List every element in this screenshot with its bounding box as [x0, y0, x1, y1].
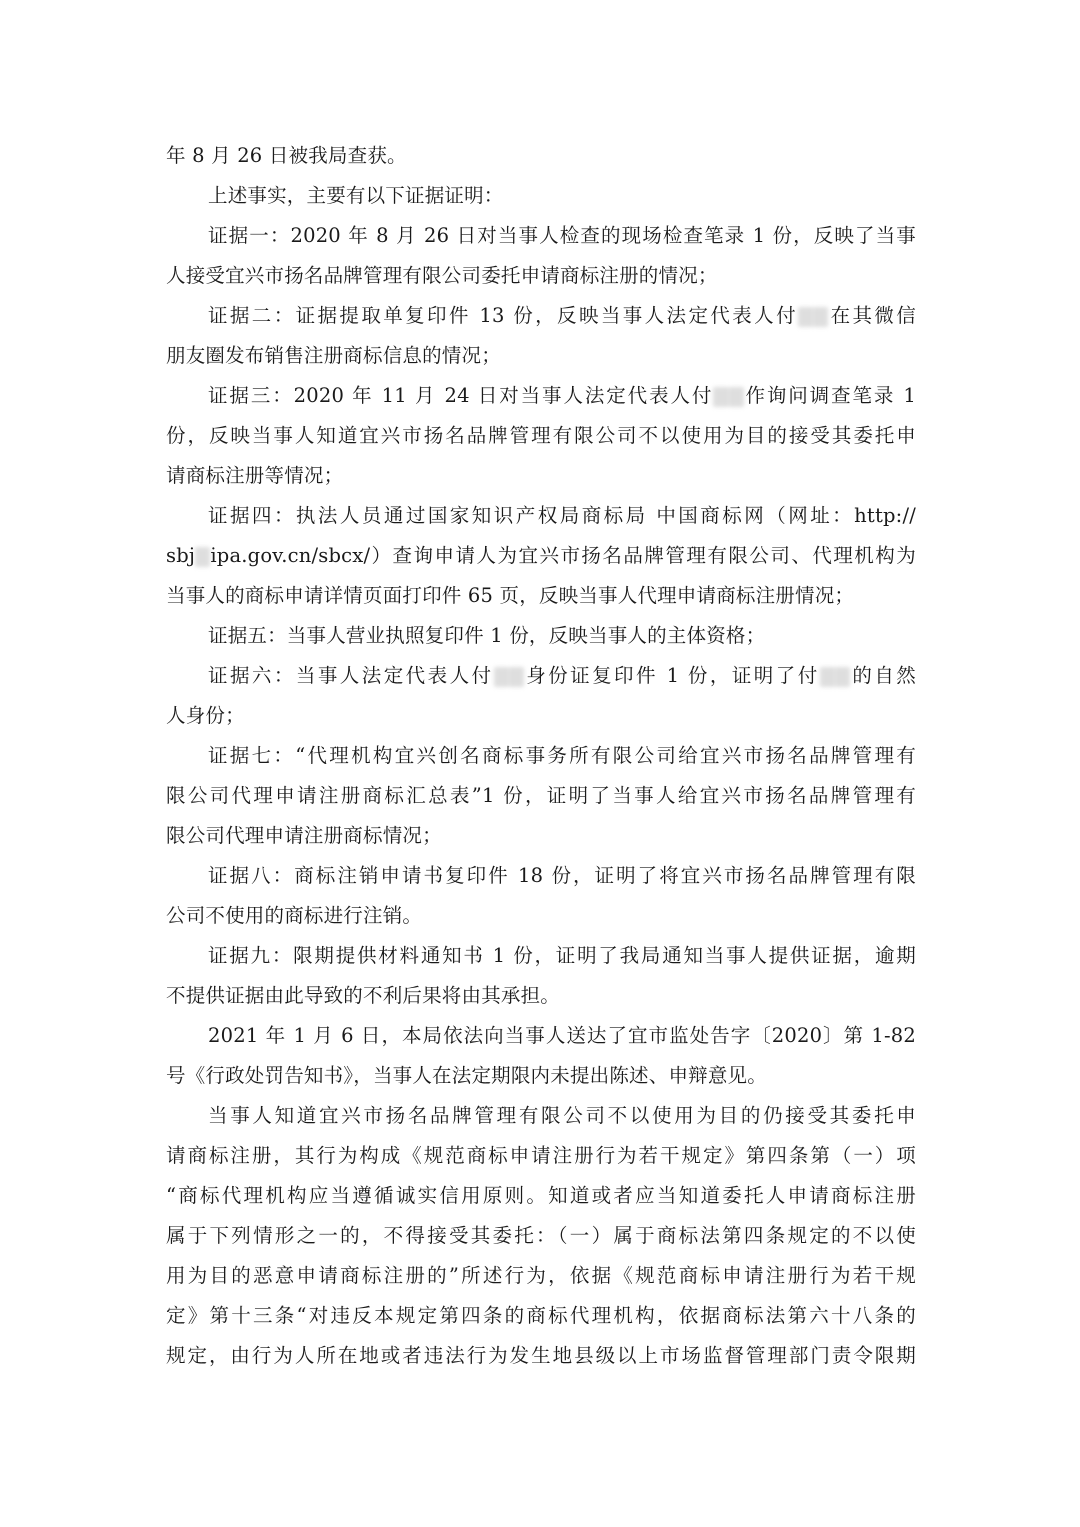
text-line: 请商标注册，其行为构成《规范商标申请注册行为若干规定》第四条第（一）项	[166, 1144, 916, 1167]
redacted-text	[729, 387, 744, 407]
text-line: 人身份；	[166, 704, 245, 727]
text-line: 证据二：证据提取单复印件 13 份，反映当事人法定代表人付 在其微信	[208, 304, 916, 327]
text-line: 当事人的商标申请详情页面打印件 65 页，反映当事人代理申请商标注册情况；	[166, 584, 855, 607]
text-line: 属于下列情形之一的，不得接受其委托：（一）属于商标法第四条规定的不以使	[166, 1224, 916, 1247]
redacted-text	[820, 667, 835, 687]
text-line: 限公司代理申请注册商标汇总表”1 份，证明了当事人给宜兴市扬名品牌管理有	[166, 784, 916, 807]
text-line: 证据五：当事人营业执照复印件 1 份，反映当事人的主体资格；	[208, 624, 766, 647]
text-line: 限公司代理申请注册商标情况；	[166, 824, 442, 847]
text-line: 份，反映当事人知道宜兴市扬名品牌管理有限公司不以使用为目的接受其委托申	[166, 424, 916, 447]
text-line: 证据四：执法人员通过国家知识产权局商标局 中国商标网（网址：http://	[208, 504, 916, 527]
text-line: 证据七：“代理机构宜兴创名商标事务所有限公司给宜兴市扬名品牌管理有	[208, 744, 916, 767]
text-line: 当事人知道宜兴市扬名品牌管理有限公司不以使用为目的仍接受其委托申	[208, 1104, 916, 1127]
text-line: 证据八：商标注销申请书复印件 18 份，证明了将宜兴市扬名品牌管理有限	[208, 864, 916, 887]
text-line: 证据三：2020 年 11 月 24 日对当事人法定代表人付 作询问调查笔录 1	[208, 384, 916, 407]
text-line: 证据九：限期提供材料通知书 1 份，证明了我局通知当事人提供证据，逾期	[208, 944, 916, 967]
text-line: 人接受宜兴市扬名品牌管理有限公司委托申请商标注册的情况；	[166, 264, 718, 287]
text-line: 朋友圈发布销售注册商标信息的情况；	[166, 344, 501, 367]
redacted-text	[813, 307, 828, 327]
text-line: 年 8 月 26 日被我局查获。	[166, 144, 407, 167]
redacted-text	[494, 667, 509, 687]
redacted-text	[835, 667, 850, 687]
text-line: sbj ipa.gov.cn/sbcx/）查询申请人为宜兴市扬名品牌管理有限公司、代理机构为	[166, 544, 916, 567]
redacted-text	[798, 307, 813, 327]
redacted-text	[509, 667, 524, 687]
text-line: 证据一：2020 年 8 月 26 日对当事人检查的现场检查笔录 1 份，反映了当事	[208, 224, 916, 247]
text-line: “商标代理机构应当遵循诚实信用原则。知道或者应当知道委托人申请商标注册	[166, 1184, 916, 1207]
redacted-text	[713, 387, 728, 407]
text-line: 定》第十三条“对违反本规定第四条的商标代理机构，依据商标法第六十八条的	[166, 1304, 916, 1327]
text-line: 不提供证据由此导致的不利后果将由其承担。	[166, 984, 561, 1007]
text-line: 上述事实，主要有以下证据证明：	[208, 184, 504, 207]
document-body	[166, 136, 916, 1376]
text-line: 2021 年 1 月 6 日，本局依法向当事人送达了宜市监处告字〔2020〕第 1-82	[208, 1024, 916, 1047]
redacted-text	[195, 547, 210, 567]
text-line: 规定，由行为人所在地或者违法行为发生地县级以上市场监督管理部门责令限期	[166, 1344, 916, 1367]
text-line: 证据六：当事人法定代表人付 身份证复印件 1 份，证明了付 的自然	[208, 664, 916, 687]
text-line: 号《行政处罚告知书》，当事人在法定期限内未提出陈述、申辩意见。	[166, 1064, 767, 1087]
text-line: 用为目的恶意申请商标注册的”所述行为，依据《规范商标申请注册行为若干规	[166, 1264, 916, 1287]
text-line: 请商标注册等情况；	[166, 464, 344, 487]
text-line: 公司不使用的商标进行注销。	[166, 904, 423, 927]
